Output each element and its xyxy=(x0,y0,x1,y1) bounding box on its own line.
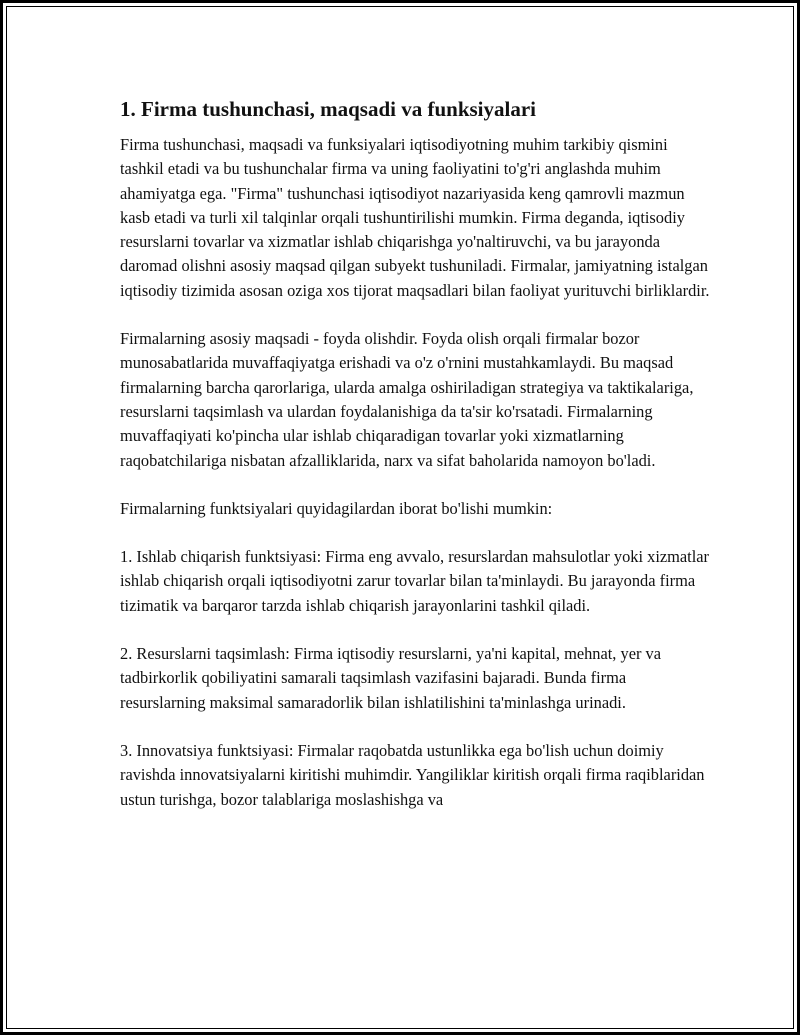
paragraph-goal: Firmalarning asosiy maqsadi - foyda olishdir. Foyda olish orqali firmalar bozor munosabatlarida muvaffaqiyatga erishadi va o'z o'rnini mustahkamlaydi. Bu maqsad firmalarning barcha qarorlariga, ularda amalga oshiriladigan strategiya va taktikalariga, resurslarni taqsimlash va ulardan foydalanishiga da ta'sir ko'rsatadi. Firmalarning muvaffaqiyati ko'pincha ular ishlab chiqaradigan tovarlar yoki xizmatlarning raqobatchilariga nisbatan afzalliklarida, narx va sifat baholarida namoyon bo'ladi. xyxy=(120,329,694,470)
list-item-innovation: 3. Innovatsiya funktsiyasi: Firmalar raqobatda ustunlikka ega bo'lish uchun doimiy ravishda innovatsiyalarni kiritishi muhimdir. Yangiliklar kiritish orqali firma raqiblaridan ustun turishga, bozor talablariga moslashishga va xyxy=(120,740,705,809)
paragraph-intro: Firma tushunchasi, maqsadi va funksiyalari iqtisodiyotning muhim tarkibiy qismini tashkil etadi va bu tushunchalar firma va uning faoliyatini to'g'ri anglashda muhim ahamiyatga ega. "Firma" tushunchasi iqtisodiyot nazariyasida keng qamrovli mazmun kasb etadi va turli xil talqinlar orqali tushuntirilishi mumkin. Firma deganda, iqtisodiy resurslarni tovarlar va xizmatlar ishlab chiqarishga yo'naltiruvchi, va bu jarayonda daromad olishni asosiy maqsad qilgan subyekt tushuniladi. Firmalar, jamiyatning istalgan iqtisodiy tizimida asosan oziga xos tijorat maqsadlari bilan faoliyat yurituvchi birliklardir. xyxy=(120,135,710,300)
paragraph-functions-intro: Firmalarning funktsiyalari quyidagilardan iborat bo'lishi mumkin: xyxy=(120,498,553,518)
document-body xyxy=(120,95,710,836)
list-item-production: 1. Ishlab chiqarish funktsiyasi: Firma eng avvalo, resurslardan mahsulotlar yoki xizmatlar ishlab chiqarish orqali iqtisodiyotni zarur tovarlar bilan ta'minlaydi. Bu jarayonda firma tizimatik va barqaror tarzda ishlab chiqarish jarayonlarini tashkil qiladi. xyxy=(120,547,710,615)
list-item-resources: 2. Resurslarni taqsimlash: Firma iqtisodiy resurslarni, ya'ni kapital, mehnat, yer va tadbirkorlik qobiliyatini samarali taqsimlash vazifasini bajaradi. Bunda firma resurslarning maksimal samaradorlik bilan ishlatilishini ta'minlashga urinadi. xyxy=(120,644,662,712)
section-heading: 1. Firma tushunchasi, maqsadi va funksiyalari xyxy=(120,97,537,121)
